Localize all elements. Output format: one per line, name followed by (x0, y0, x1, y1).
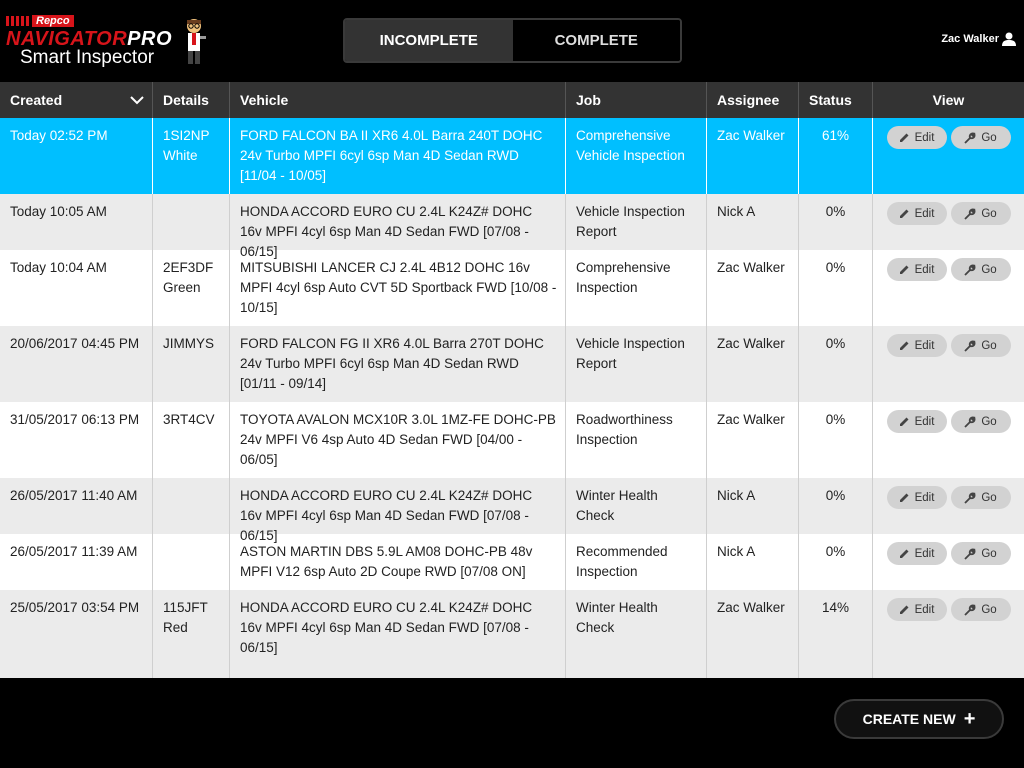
table-row[interactable] (0, 118, 1024, 194)
go-button[interactable] (951, 486, 1011, 509)
column-header-created[interactable]: Created (0, 82, 153, 118)
edit-button[interactable] (887, 334, 947, 357)
table-row[interactable] (0, 478, 1024, 543)
cell-details: 1SI2NP White (153, 118, 230, 194)
user-menu[interactable] (941, 32, 1016, 46)
empty-cell (153, 646, 230, 678)
edit-button[interactable] (887, 126, 947, 149)
go-label: Go (981, 491, 997, 504)
cell-created: Today 10:04 AM (0, 250, 153, 326)
wrench-icon (964, 264, 976, 276)
user-name: Zac Walker (941, 33, 999, 45)
column-header-view: View (932, 92, 965, 108)
cell-view (873, 590, 1024, 646)
create-new-label: CREATE NEW (862, 711, 956, 727)
mascot-icon (180, 16, 208, 66)
chevron-down-icon[interactable] (130, 95, 144, 105)
cell-details: 2EF3DF Green (153, 250, 230, 326)
cell-job: Winter Health Check (566, 478, 707, 534)
cell-vehicle: ASTON MARTIN DBS 5.9L AM08 DOHC-PB 48v MPFI V12 6sp Auto 2D Coupe RWD [07/08 ON] (230, 534, 566, 590)
go-button[interactable] (951, 126, 1011, 149)
status-segmented-control (343, 18, 682, 63)
cell-assignee: Nick A (707, 534, 799, 590)
empty-row (0, 646, 1024, 678)
go-label: Go (981, 207, 997, 220)
column-header-assignee: Assignee (707, 82, 799, 118)
user-icon (1002, 32, 1016, 46)
cell-job: Winter Health Check (566, 590, 707, 646)
table-header (0, 82, 1024, 118)
cell-status: 0% (799, 478, 873, 534)
create-new-button[interactable] (834, 699, 1004, 739)
go-label: Go (981, 603, 997, 616)
empty-cell (566, 646, 707, 678)
pencil-icon (899, 548, 910, 559)
cell-job: Comprehensive Inspection (566, 250, 707, 326)
cell-status: 0% (799, 194, 873, 250)
cell-view (873, 534, 1024, 590)
cell-view (873, 402, 1024, 478)
empty-cell (0, 646, 153, 678)
app-header (0, 0, 1024, 82)
cell-assignee: Zac Walker (707, 118, 799, 194)
edit-label: Edit (914, 131, 935, 144)
go-button[interactable] (951, 258, 1011, 281)
cell-details: 3RT4CV (153, 402, 230, 478)
edit-label: Edit (914, 603, 935, 616)
pencil-icon (899, 604, 910, 615)
cell-view (873, 118, 1024, 194)
edit-label: Edit (914, 339, 935, 352)
cell-created: Today 10:05 AM (0, 194, 153, 250)
wrench-icon (964, 132, 976, 144)
cell-assignee: Zac Walker (707, 402, 799, 478)
cell-created: 20/06/2017 04:45 PM (0, 326, 153, 402)
edit-label: Edit (914, 207, 935, 220)
cell-status: 61% (799, 118, 873, 194)
cell-details (153, 534, 230, 590)
go-label: Go (981, 547, 997, 560)
column-header-job: Job (566, 82, 707, 118)
cell-assignee: Nick A (707, 194, 799, 250)
cell-vehicle: HONDA ACCORD EURO CU 2.4L K24Z# DOHC 16v MPFI 4cyl 6sp Man 4D Sedan FWD [07/08 - 06/15] (230, 478, 566, 534)
go-label: Go (981, 415, 997, 428)
cell-status: 0% (799, 402, 873, 478)
cell-created: 31/05/2017 06:13 PM (0, 402, 153, 478)
table-row[interactable] (0, 534, 1024, 590)
cell-assignee: Nick A (707, 478, 799, 534)
cell-details (153, 478, 230, 534)
table-row[interactable] (0, 590, 1024, 655)
go-button[interactable] (951, 542, 1011, 565)
table-row[interactable] (0, 402, 1024, 478)
table-row[interactable] (0, 194, 1024, 259)
cell-created: 26/05/2017 11:39 AM (0, 534, 153, 590)
column-header-vehicle: Vehicle (230, 82, 566, 118)
pencil-icon (899, 132, 910, 143)
go-button[interactable] (951, 410, 1011, 433)
table-body (0, 118, 1024, 678)
edit-button[interactable] (887, 542, 947, 565)
wrench-icon (964, 208, 976, 220)
wrench-icon (964, 340, 976, 352)
cell-status: 0% (799, 250, 873, 326)
cell-status: 14% (799, 590, 873, 646)
cell-created: Today 02:52 PM (0, 118, 153, 194)
empty-cell (873, 646, 1024, 678)
cell-vehicle: MITSUBISHI LANCER CJ 2.4L 4B12 DOHC 16v MPFI 4cyl 6sp Auto CVT 5D Sportback FWD [10/08 - 10/15] (230, 250, 566, 326)
go-button[interactable] (951, 202, 1011, 225)
cell-vehicle: HONDA ACCORD EURO CU 2.4L K24Z# DOHC 16v MPFI 4cyl 6sp Man 4D Sedan FWD [07/08 - 06/15] (230, 194, 566, 250)
cell-view (873, 478, 1024, 534)
cell-job: Vehicle Inspection Report (566, 194, 707, 250)
column-header-details: Details (153, 82, 230, 118)
cell-created: 26/05/2017 11:40 AM (0, 478, 153, 534)
app-footer (0, 678, 1024, 768)
cell-assignee: Zac Walker (707, 590, 799, 646)
pencil-icon (899, 416, 910, 427)
pencil-icon (899, 492, 910, 503)
cell-assignee: Zac Walker (707, 250, 799, 326)
pencil-icon (899, 208, 910, 219)
wrench-icon (964, 548, 976, 560)
wrench-icon (964, 604, 976, 616)
cell-view (873, 250, 1024, 326)
brand-title: NAVIGATORPRO (6, 28, 173, 50)
brand-subtitle: Smart Inspector (20, 47, 155, 68)
edit-label: Edit (914, 547, 935, 560)
empty-cell (799, 646, 873, 678)
edit-label: Edit (914, 491, 935, 504)
go-label: Go (981, 339, 997, 352)
cell-vehicle: FORD FALCON FG II XR6 4.0L Barra 270T DOHC 24v Turbo MPFI 6cyl 6sp Man 4D Sedan RWD [01/11 - 09/14] (230, 326, 566, 402)
edit-button[interactable] (887, 598, 947, 621)
cell-assignee: Zac Walker (707, 326, 799, 402)
pencil-icon (899, 340, 910, 351)
plus-icon: + (963, 708, 976, 730)
go-button[interactable] (951, 598, 1011, 621)
pencil-icon (899, 264, 910, 275)
column-header-status: Status (799, 82, 873, 118)
edit-button[interactable] (887, 486, 947, 509)
go-label: Go (981, 263, 997, 276)
wrench-icon (964, 416, 976, 428)
cell-job: Roadworthiness Inspection (566, 402, 707, 478)
go-button[interactable] (951, 334, 1011, 357)
cell-created: 25/05/2017 03:54 PM (0, 590, 153, 646)
cell-view (873, 194, 1024, 250)
edit-button[interactable] (887, 258, 947, 281)
cell-job: Vehicle Inspection Report (566, 326, 707, 402)
cell-vehicle: HONDA ACCORD EURO CU 2.4L K24Z# DOHC 16v MPFI 4cyl 6sp Man 4D Sedan FWD [07/08 - 06/15] (230, 590, 566, 646)
empty-cell (230, 646, 566, 678)
edit-button[interactable] (887, 202, 947, 225)
tab-incomplete[interactable]: INCOMPLETE (345, 20, 513, 61)
edit-label: Edit (914, 263, 935, 276)
edit-button[interactable] (887, 410, 947, 433)
go-label: Go (981, 131, 997, 144)
cell-vehicle: TOYOTA AVALON MCX10R 3.0L 1MZ-FE DOHC-PB 24v MPFI V6 4sp Auto 4D Sedan FWD [04/00 - 06/05] (230, 402, 566, 478)
table-row[interactable] (0, 250, 1024, 326)
empty-cell (707, 646, 799, 678)
cell-job: Comprehensive Vehicle Inspection (566, 118, 707, 194)
inspections-table (0, 82, 1024, 678)
cell-details: JIMMYS (153, 326, 230, 402)
repco-logo: Repco (6, 14, 74, 28)
wrench-icon (964, 492, 976, 504)
cell-status: 0% (799, 534, 873, 590)
cell-view (873, 326, 1024, 402)
cell-details: 115JFT Red (153, 590, 230, 646)
cell-status: 0% (799, 326, 873, 402)
tab-complete[interactable]: COMPLETE (513, 20, 681, 61)
cell-details (153, 194, 230, 250)
cell-vehicle: FORD FALCON BA II XR6 4.0L Barra 240T DOHC 24v Turbo MPFI 6cyl 6sp Man 4D Sedan RWD [11/04 - 10/05] (230, 118, 566, 194)
table-row[interactable] (0, 326, 1024, 402)
edit-label: Edit (914, 415, 935, 428)
cell-job: Recommended Inspection (566, 534, 707, 590)
